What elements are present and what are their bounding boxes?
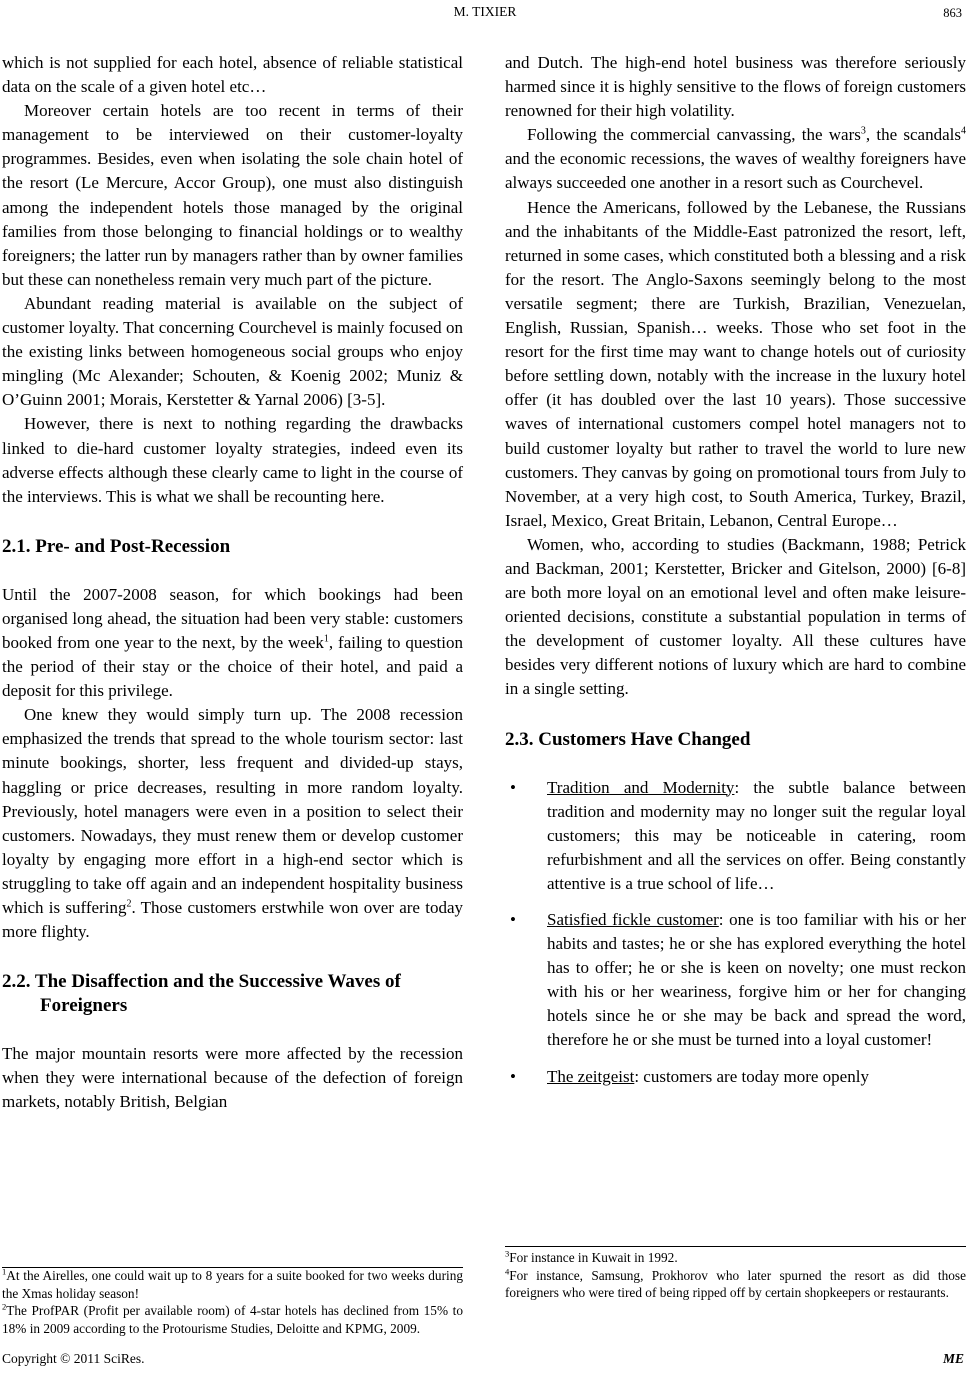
- list-item: • The zeitgeist: customers are today more openly: [505, 1065, 966, 1089]
- footnote: $^1$At the Airelles, one could wait up to 8 years for a suite booked for two weeks during the Xmas holiday season!: [2, 1266, 463, 1301]
- footnotes-right: [505, 1249, 966, 1302]
- section-heading-2-2: 2.2. The Disaffection and the Successive Waves of Foreigners: [2, 971, 401, 1017]
- footnote-ref: 4: [961, 125, 966, 137]
- bullet-icon: •: [510, 910, 516, 929]
- paragraph: which is not supplied for each hotel, absence of reliable statistical data on the scale of a given hotel etc…: [2, 53, 463, 97]
- footnote: $^3$For instance in Kuwait in 1992.: [505, 1248, 678, 1265]
- footnote-divider: [505, 1246, 966, 1247]
- paragraph: Hence the Americans, followed by the Lebanese, the Russians and the inhabitants of the Middle-East patronized the resort, left, returned in some cases, which constituted both a blessing and a risk for the resort. The Anglo-Saxons seemingly belong to the most versatile segment; there are Turkish, Brazilian, Venezuelan, English, Russian, Spanish… weeks. Those who set foot in the resort for the first time may want to change hotels out of curiosity before settling down, notably with the increase in the luxury hotel offer (it has doubled over the last 10 years). Those successive waves of international customers compel hotel managers not to build customer loyalty but rather to travel the world to lure new customers. They canvas by going on promotional tours from July to November, at a very high cost, to South America, Turkey, Brazil, Israel, Mexico, Great Britain, Lebanon, Central Europe…: [505, 197, 966, 530]
- paragraph: The major mountain resorts were more affected by the recession when they were international because of the defection of foreign markets, notably British, Belgian: [2, 1044, 463, 1112]
- footnote: $^2$The ProfPAR (Profit per available room) of 4-star hotels has declined from 15% to 18% in 2009 according to the Protourisme Studies, Deloitte and KPMG, 2009.: [2, 1301, 463, 1336]
- left-column: [2, 51, 463, 1114]
- paragraph: Until the 2007-2008 season, for which bookings had been organised long ahead, the situation had been very stable: customers booked from one year to the next, by the week$^1$, failing to question the period of their stay or the choice of their hotel, and paid a deposit for this privilege.: [2, 584, 463, 701]
- bullet-list: [505, 776, 966, 1089]
- running-title: M. TIXIER: [453, 4, 517, 19]
- paragraph: and Dutch. The high-end hotel business was therefore seriously harmed since it is highly sensitive to the flows of foreign customers renowned for their high volatility.: [505, 53, 966, 121]
- section-heading-2-3: 2.3. Customers Have Changed: [505, 728, 751, 750]
- footnotes-left: [2, 1267, 463, 1337]
- copyright-notice: Copyright © 2011 SciRes.: [2, 1351, 145, 1366]
- footnote-ref: 2: [126, 898, 132, 910]
- section-heading-2-1: 2.1. Pre- and Post-Recession: [2, 535, 231, 557]
- paragraph: Women, who, according to studies (Backmann, 1988; Petrick and Backman, 2001; Kerstetter, Bricker and Gitelson, 2000) [6-8] are both more loyal on an emotional level and often make leisure-oriented decisions, constitute a substantial population in terms of the development of customer loyalty. All these cultures have besides very different notions of luxury which are hard to combine in a single setting.: [505, 534, 966, 699]
- bullet-icon: •: [510, 1066, 516, 1086]
- footnote-ref: 1: [323, 633, 329, 645]
- list-item: • Satisfied fickle customer: one is too familiar with his or her habits and tastes; he or she has explored everything the hotel has to offer; he or she is keen on novelty; one must reckon with his or her weariness, forgive him or her for changing hotels since he or she may be back and spread the word, therefore he or she must be turned into a loyal customer!: [510, 910, 966, 1050]
- footnote-ref: 3: [860, 125, 866, 137]
- page-number: 863: [943, 6, 962, 20]
- paragraph: However, there is next to nothing regarding the drawbacks linked to die-hard customer loyalty strategies, indeed even its adverse effects although these clearly came to light in the course of the interviews. This is what we shall be recounting here.: [2, 414, 463, 506]
- journal-abbreviation: ME: [942, 1351, 964, 1366]
- right-column: [505, 51, 966, 1089]
- paragraph: Following the commercial canvassing, the wars$^3$, the scandals$^4$ and the economic recessions, the waves of wealthy foreigners have always succeeded one another in a resort such as Courchevel.: [505, 125, 966, 193]
- list-item: • Tradition and Modernity: the subtle balance between tradition and modernity may no longer suit the regular loyal customers; this may be noticeable in catering, room refurbishment and all the services on offer. Being constantly attentive is a true school of life…: [510, 777, 966, 893]
- bullet-icon: •: [510, 777, 516, 797]
- paragraph: Abundant reading material is available on the subject of customer loyalty. That concerning Courchevel is mainly focused on the existing links between homogeneous social groups who enjoy mingling (Mc Alexander; Schouten, & Koenig 2002; Muniz & O’Guinn 2001; Morais, Kerstetter & Yarnal 2006) [3-5].: [2, 293, 463, 410]
- paragraph: Moreover certain hotels are too recent in terms of their management to be interviewed on their customer-loyalty programmes. Besides, even when isolating the sole chain hotel of the resort (Le Mercure, Accor Group), one must also distinguish among the independent hotels those managed by the original families from those belonging to financial holdings or to wealthy foreigners; the latter run by managers rather than by owner families but these can nonetheless remain very much part of the picture.: [2, 101, 463, 289]
- footnote: $^4$For instance, Samsung, Prokhorov who later spurned the resort as did those foreigners who were tired of being ripped off by certain shopkeepers or restaurants.: [505, 1266, 966, 1300]
- paragraph: One knew they would simply turn up. The 2008 recession emphasized the trends that spread to the whole tourism sector: last minute bookings, shorter, less frequent and divided-up stays, haggling or price decreases, resulting in more random loyalty. Previously, hotel managers were even in a position to select their customers. Nowadays, they must renew them or develop customer loyalty by engaging more effort in a high-end sector which is struggling to take off again and an independent hospitality business which is suffering$^2$. Those customers erstwhile won over are today more flighty.: [2, 705, 463, 942]
